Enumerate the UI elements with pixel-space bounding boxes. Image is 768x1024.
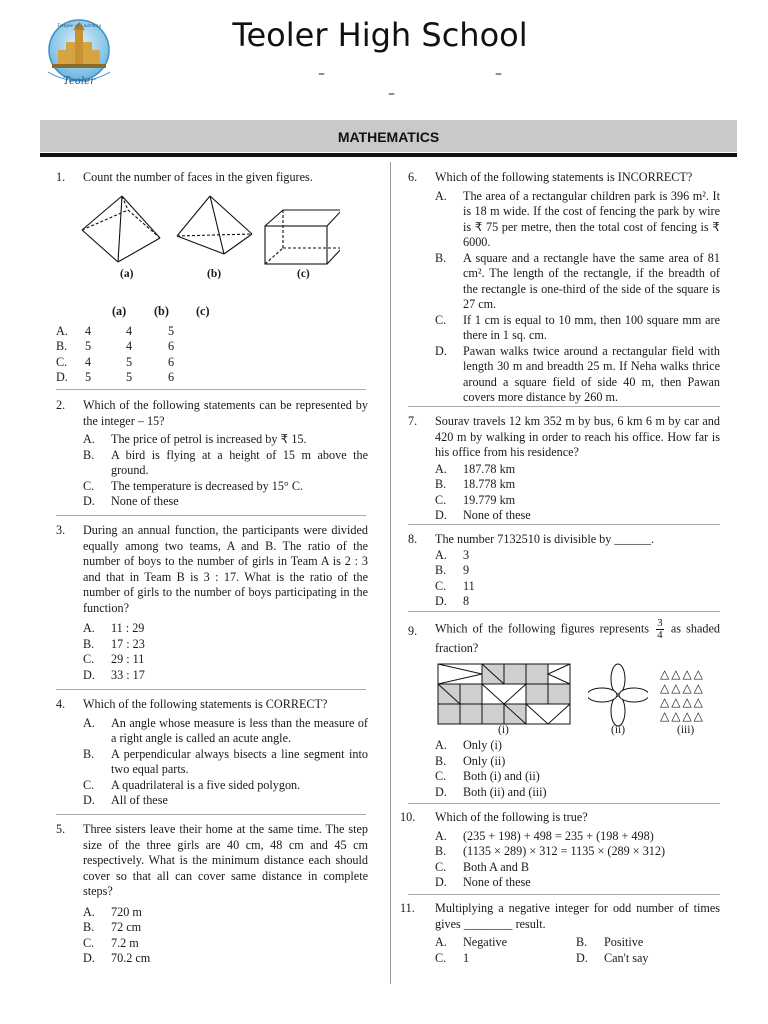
question-6 [408, 170, 720, 406]
option-text: A perpendicular always bisects a line segment into two equal parts. [111, 746, 368, 776]
answer-option[interactable] [56, 339, 368, 355]
answer-option[interactable] [83, 432, 368, 448]
header-dash: – [318, 66, 325, 82]
question-number: 3. [56, 523, 66, 537]
option-text: 33 : 17 [111, 667, 145, 682]
option-label: C. [435, 492, 447, 507]
option-label: D. [83, 494, 95, 508]
question-separator [408, 406, 720, 407]
option-label: D. [83, 793, 95, 807]
option-label: A. [56, 323, 68, 338]
answer-option[interactable] [435, 860, 720, 876]
option-text: A bird is flying at a height of 15 m above the ground. [111, 447, 368, 477]
question-stem: Which of the following is true? [435, 810, 588, 824]
option-label: A. [83, 621, 95, 635]
option-text: Only (ii) [463, 753, 506, 768]
option-text: Pawan walks twice around a rectangular field with length 30 m and breadth 25 m. If Neha walks thrice around a square field of side 40 m, then Pawan covers more distance by 260 m. [463, 343, 720, 404]
option-text: 70.2 cm [111, 951, 151, 965]
option-text: The temperature is decreased by 15° C. [111, 478, 304, 493]
question-separator [408, 611, 720, 612]
answer-option[interactable] [435, 251, 720, 313]
question-number: 6. [408, 170, 418, 184]
answer-option[interactable] [83, 621, 368, 637]
option-label: B. [435, 563, 447, 577]
fraction-numerator: 3 [657, 617, 663, 629]
table-header: (b) [154, 304, 169, 318]
answer-option[interactable] [83, 920, 368, 936]
option-label: D. [435, 508, 447, 522]
option-text: None of these [463, 508, 531, 522]
question-stem [435, 618, 720, 657]
option-label: D. [56, 370, 68, 384]
answer-option[interactable] [83, 668, 368, 684]
option-text: Both (i) and (ii) [463, 769, 540, 783]
option-text: If 1 cm is equal to 10 mm, then 100 square mm are there in 1 sq. cm. [463, 312, 720, 342]
option-label: B. [435, 250, 447, 265]
shaded-grid-figure [437, 663, 573, 727]
question-separator [56, 389, 366, 390]
option-label: B. [83, 746, 95, 761]
question-number: 2. [56, 398, 66, 412]
square-pyramid-figure [82, 196, 160, 262]
figure-label: (ii) [611, 724, 626, 736]
answer-option[interactable] [435, 313, 720, 344]
question-number: 4. [56, 697, 66, 711]
answer-option[interactable] [435, 785, 720, 801]
option-label: A. [83, 904, 95, 919]
option-text: A quadrilateral is a five sided polygon. [111, 777, 301, 792]
option-label: B. [56, 339, 68, 353]
answer-option[interactable] [83, 905, 368, 921]
option-label: A. [83, 715, 95, 730]
answer-option[interactable] [56, 370, 368, 386]
question-separator [408, 803, 720, 804]
table-cell: 4 [126, 323, 133, 338]
question-number: 10. [400, 810, 416, 824]
answer-option[interactable] [83, 652, 368, 668]
option-text: 11 [463, 578, 475, 593]
answer-option[interactable] [435, 769, 720, 785]
question-stem: The number 7132510 is divisible by ______. [435, 532, 655, 546]
figure-label: (i) [498, 724, 509, 736]
q9-options [408, 738, 720, 800]
option-text: (235 + 198) + 498 = 235 + (198 + 498) [463, 828, 654, 843]
answer-option[interactable] [83, 448, 368, 479]
option-text: 11 : 29 [111, 621, 145, 635]
answer-option[interactable] [83, 747, 368, 778]
option-d[interactable]: Can't say [604, 950, 649, 965]
option-label: A. [83, 432, 95, 446]
answer-option[interactable] [435, 493, 720, 509]
answer-option[interactable] [56, 324, 368, 340]
fraction-three-quarters [656, 618, 664, 641]
figure-label: (b) [207, 268, 222, 280]
triangle-row: △△△△ [660, 709, 705, 723]
question-number: 5. [56, 822, 66, 836]
column-divider [390, 162, 391, 984]
option-text: 72 cm [111, 920, 142, 934]
answer-option[interactable] [83, 793, 368, 809]
question-9 [408, 618, 720, 657]
option-a[interactable]: Negative [463, 935, 507, 949]
option-label: A. [435, 828, 447, 843]
option-label: C. [83, 652, 95, 666]
option-label: C. [435, 859, 447, 874]
question-stem: Which of the following statements is INCORRECT? [435, 170, 693, 184]
option-label: B. [435, 753, 447, 768]
answer-option[interactable] [83, 637, 368, 653]
question-number: 7. [408, 414, 418, 428]
question-8 [408, 532, 720, 610]
option-c[interactable]: 1 [463, 950, 470, 965]
q1-answer-table [56, 304, 368, 386]
q1-solid-figures [80, 192, 340, 272]
table-cell: 5 [168, 323, 175, 338]
answer-option[interactable] [83, 936, 368, 952]
question-number: 1. [56, 170, 66, 184]
option-text: 17 : 23 [111, 636, 145, 651]
option-label: B. [83, 920, 95, 934]
answer-option[interactable] [56, 355, 368, 371]
option-text: 187.78 km [463, 461, 516, 476]
question-number: 8. [408, 532, 418, 546]
option-label: D. [576, 950, 588, 965]
header-dash: – [388, 86, 395, 102]
option-text: 8 [463, 594, 470, 608]
question-stem: Which of the following statements is CORRECT? [83, 697, 328, 711]
option-text: A square and a rectangle have the same area of 81 cm². The length of the rectangle, if the breadth of the rectangle is one-third of the side of the square is 27 cm. [463, 250, 720, 311]
tetrahedron-figure [177, 196, 252, 254]
stem-text: Which of the following figures represents [435, 621, 649, 636]
option-b[interactable]: Positive [604, 935, 644, 949]
stem-text: as shaded fraction? [435, 621, 721, 655]
answer-option[interactable] [435, 579, 720, 595]
option-label: B. [83, 636, 95, 651]
subject-title: MATHEMATICS [337, 129, 440, 145]
table-cell: 6 [168, 339, 175, 353]
option-text: Both (ii) and (iii) [463, 784, 547, 799]
answer-option[interactable] [435, 548, 720, 564]
option-text: 18.778 km [463, 477, 516, 491]
option-label: B. [435, 844, 447, 858]
answer-option[interactable] [435, 754, 720, 770]
answer-option-row [435, 935, 720, 951]
answer-option[interactable] [83, 494, 368, 510]
option-label: C. [83, 777, 95, 792]
option-text: 29 : 11 [111, 652, 145, 666]
question-stem: Count the number of faces in the given figures. [83, 170, 313, 184]
header-dash: – [495, 66, 502, 82]
option-label: D. [435, 594, 447, 608]
question-separator [56, 689, 366, 690]
option-text: 9 [463, 563, 470, 577]
question-7 [408, 414, 720, 524]
answer-option[interactable] [435, 594, 720, 610]
option-label: A. [435, 188, 447, 203]
answer-option[interactable] [83, 479, 368, 495]
option-text: The area of a rectangular children park is 396 m². It is 18 m wide. If the cost of fencing the park by wire is ₹ 75 per metre, then the total cost of fencing is ₹ 6000. [463, 188, 720, 249]
table-cell: 6 [168, 370, 175, 384]
question-stem: Sourav travels 12 km 352 m by bus, 6 km 6 m by car and 420 m by walking in order to reach his office. How far is his office from his residence? [435, 414, 720, 459]
answer-option[interactable] [435, 344, 720, 406]
banner-rule [40, 153, 737, 157]
answer-option[interactable] [435, 477, 720, 493]
option-label: C. [435, 950, 447, 965]
answer-option-row [435, 951, 720, 967]
figure-label: (iii) [677, 724, 695, 736]
option-label: C. [83, 935, 95, 950]
question-separator [56, 515, 366, 516]
option-label: D. [435, 784, 447, 799]
question-separator [408, 524, 720, 525]
option-text: None of these [463, 875, 531, 889]
table-header: (c) [196, 304, 210, 318]
answer-option[interactable] [83, 716, 368, 747]
answer-option[interactable] [435, 738, 720, 754]
option-label: D. [83, 951, 95, 965]
option-label: A. [435, 461, 447, 476]
answer-option[interactable] [435, 189, 720, 251]
triangle-row: △△△△ [660, 695, 705, 709]
option-label: A. [435, 547, 447, 562]
question-1 [56, 170, 368, 186]
option-text: An angle whose measure is less than the measure of a right angle is called an acute angle. [111, 715, 368, 745]
question-4 [56, 697, 368, 809]
option-label: C. [435, 312, 447, 327]
option-text: All of these [111, 793, 168, 807]
option-label: B. [435, 477, 447, 491]
option-text: 3 [463, 547, 470, 562]
logo-wordmark: Teoler [63, 76, 95, 87]
figure-label: (a) [120, 268, 134, 280]
option-text: 19.779 km [463, 492, 516, 507]
option-label: A. [435, 738, 447, 752]
answer-option[interactable] [435, 563, 720, 579]
answer-option[interactable] [435, 844, 720, 860]
table-cell: 5 [85, 370, 92, 384]
question-stem: Which of the following statements can be represented by the integer – 15? [83, 398, 368, 428]
option-label: A. [435, 935, 447, 949]
question-10 [400, 810, 720, 891]
answer-option[interactable] [83, 778, 368, 794]
question-3 [56, 523, 368, 683]
petal-flower-figure [588, 663, 648, 727]
option-label: C. [435, 769, 447, 783]
figure-label: (c) [297, 268, 310, 280]
school-name: Teoler High School [232, 16, 528, 54]
table-cell: 6 [168, 354, 175, 369]
option-text: None of these [111, 494, 179, 508]
answer-option[interactable] [435, 462, 720, 478]
option-label: C. [435, 578, 447, 593]
question-number: 9. [408, 624, 418, 638]
fraction-denominator: 4 [657, 629, 663, 641]
question-5 [56, 822, 368, 967]
question-stem: Multiplying a negative integer for odd number of times gives ________ result. [435, 901, 720, 931]
cuboid-figure [265, 210, 340, 264]
table-cell: 5 [85, 339, 92, 353]
option-text: 7.2 m [111, 935, 139, 950]
option-text: The price of petrol is increased by ₹ 15. [111, 432, 307, 446]
option-label: C. [83, 478, 95, 493]
question-stem: Three sisters leave their home at the same time. The step size of the three girls are 40 cm, 48 cm and 45 cm respectively. What is the minimum distance each should cover so that all can cover same distance in complete steps? [83, 822, 368, 898]
option-label: B. [83, 447, 95, 462]
subject-banner [40, 120, 737, 152]
question-stem: During an annual function, the participants were divided equally among two teams, A and B. The ratio of the number of boys to the number of girls in Team A is 2 : 3 and that in Team B is 3 : 17. What is the ratio of the number of girls to the number of boys participating in the function? [83, 523, 368, 615]
option-label: C. [56, 354, 68, 369]
option-label: D. [83, 667, 95, 682]
question-separator [408, 894, 720, 895]
question-11 [400, 901, 720, 966]
answer-option[interactable] [435, 829, 720, 845]
answer-option[interactable] [435, 875, 720, 891]
table-cell: 5 [126, 370, 133, 384]
table-cell: 5 [126, 354, 133, 369]
table-cell: 4 [126, 339, 133, 353]
option-label: B. [576, 935, 588, 949]
answer-option[interactable] [83, 951, 368, 967]
question-2 [56, 398, 368, 510]
triangle-grid-figure [660, 667, 705, 723]
table-header: (a) [112, 304, 127, 318]
option-text: 720 m [111, 904, 142, 919]
question-number: 11. [400, 901, 415, 915]
logo-arc-text: Temple of Learning [56, 24, 102, 29]
option-text: Both A and B [463, 859, 530, 874]
option-label: D. [435, 343, 447, 358]
answer-option[interactable] [435, 508, 720, 524]
table-cell: 4 [85, 354, 92, 369]
question-separator [56, 814, 366, 815]
triangle-row: △△△△ [660, 681, 705, 695]
option-text: Only (i) [463, 738, 502, 752]
option-text: (1135 × 289) × 312 = 1135 × (289 × 312) [463, 844, 666, 858]
table-cell: 4 [85, 323, 92, 338]
triangle-row: △△△△ [660, 667, 705, 681]
option-label: D. [435, 875, 447, 889]
